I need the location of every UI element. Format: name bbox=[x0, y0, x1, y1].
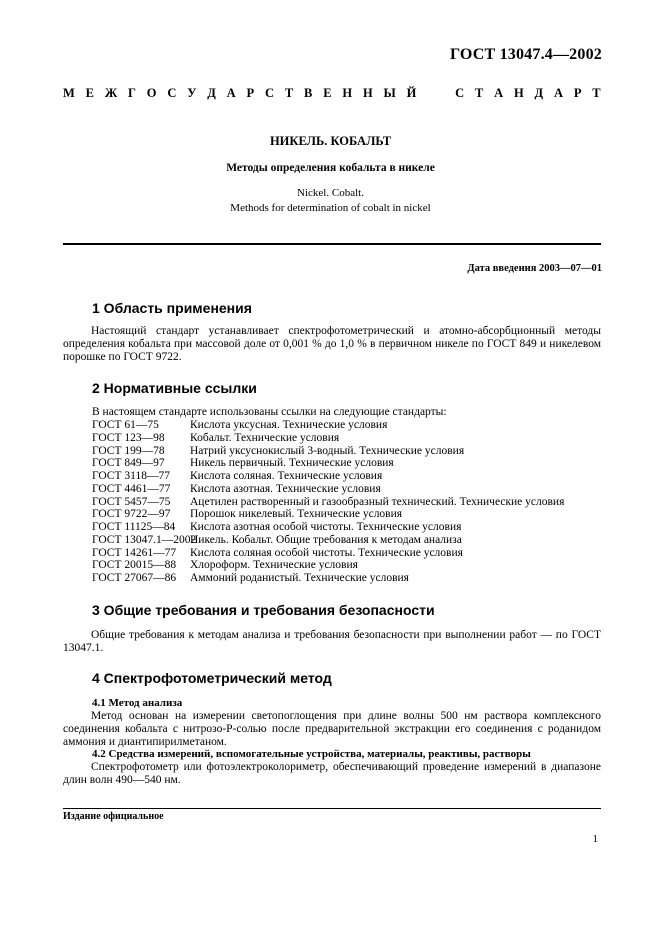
subsection-4-2-body: Спектрофотометр или фотоэлектроколориметр, обеспечивающий проведение измерений в диапазоне длин волн 490—540 нм. bbox=[63, 761, 601, 787]
reference-item bbox=[92, 534, 564, 547]
subsection-4-2-text bbox=[63, 761, 601, 787]
reference-title: Порошок никелевый. Технические условия bbox=[190, 508, 403, 521]
label-letter: Р bbox=[246, 86, 255, 100]
footer-divider bbox=[63, 808, 601, 809]
english-title bbox=[0, 186, 661, 216]
label-letter: Е bbox=[323, 86, 332, 100]
reference-code: ГОСТ 123—98 bbox=[92, 431, 165, 444]
reference-title: Натрий уксуснокислый 3-водный. Технические условия bbox=[190, 444, 465, 457]
reference-title: Никель первичный. Технические условия bbox=[190, 457, 394, 470]
reference-code: ГОСТ 849—97 bbox=[92, 457, 165, 470]
label-gap bbox=[441, 86, 444, 101]
section-4-heading: 4 Спектрофотометрический метод bbox=[92, 670, 332, 686]
section-1-heading: 1 Область применения bbox=[92, 300, 252, 316]
english-title-line: Methods for determination of cobalt in nickel bbox=[230, 202, 431, 214]
reference-title: Кислота азотная. Технические условия bbox=[190, 482, 381, 495]
standard-number: ГОСТ 13047.4—2002 bbox=[449, 46, 602, 63]
reference-item bbox=[92, 508, 564, 521]
reference-title: Аммоний роданистый. Технические условия bbox=[190, 572, 409, 584]
document-title: НИКЕЛЬ. КОБАЛЬТ bbox=[269, 134, 392, 148]
label-letter: Р bbox=[573, 86, 582, 100]
interstate-standard-label bbox=[63, 86, 601, 101]
section-2-heading: 2 Нормативные ссылки bbox=[92, 380, 257, 396]
reference-title: Ацетилен растворенный и газообразный технический. Технические условия bbox=[190, 495, 565, 508]
reference-item bbox=[92, 521, 564, 534]
section-3-heading: 3 Общие требования и требования безопасности bbox=[92, 602, 435, 618]
label-letter: А bbox=[494, 86, 504, 100]
reference-code: ГОСТ 14261—77 bbox=[92, 546, 177, 559]
reference-code: ГОСТ 3118—77 bbox=[92, 470, 170, 482]
label-letter: Г bbox=[128, 86, 136, 100]
reference-item bbox=[92, 496, 564, 509]
reference-code: ГОСТ 4461—77 bbox=[92, 482, 171, 495]
reference-title: Хлороформ. Технические условия bbox=[190, 559, 358, 572]
label-letter: Н bbox=[513, 86, 524, 100]
section-2-intro: В настоящем стандарте использованы ссылки на следующие стандарты: bbox=[92, 406, 447, 418]
label-letter: Т bbox=[284, 86, 294, 100]
title-divider bbox=[63, 243, 601, 245]
section-1-text bbox=[63, 325, 601, 365]
reference-title: Кислота соляная. Технические условия bbox=[190, 470, 383, 482]
label-letter: В bbox=[304, 86, 313, 100]
reference-item bbox=[92, 432, 564, 445]
section-3-body: Общие требования к методам анализа и требования безопасности при выполнении работ — по ГОСТ 13047.1. bbox=[63, 629, 601, 655]
reference-item bbox=[92, 419, 564, 432]
label-letter: У bbox=[187, 86, 197, 100]
reference-title: Кислота азотная особой чистоты. Технические условия bbox=[190, 521, 462, 533]
label-letter: Н bbox=[362, 86, 373, 100]
reference-code: ГОСТ 199—78 bbox=[92, 444, 165, 457]
label-letter: Т bbox=[474, 86, 484, 100]
reference-code: ГОСТ 13047.1—2002 bbox=[92, 533, 197, 546]
page-number: 1 bbox=[592, 833, 598, 845]
reference-title: Никель. Кобальт. Общие требования к методам анализа bbox=[190, 533, 462, 546]
reference-item bbox=[92, 445, 564, 458]
reference-title: Кислота уксусная. Технические условия bbox=[190, 419, 388, 431]
reference-item bbox=[92, 559, 564, 572]
reference-code: ГОСТ 11125—84 bbox=[92, 521, 176, 533]
reference-item bbox=[92, 547, 564, 560]
reference-item bbox=[92, 457, 564, 470]
label-letter: Й bbox=[406, 86, 417, 100]
label-letter: Ы bbox=[383, 86, 396, 100]
reference-title: Кислота соляная особой чистоты. Технические условия bbox=[190, 546, 463, 559]
label-gap bbox=[427, 86, 430, 101]
label-letter: Д bbox=[534, 86, 544, 100]
label-letter: Ж bbox=[104, 86, 118, 100]
label-letter: М bbox=[63, 86, 75, 100]
section-3-text bbox=[63, 629, 601, 655]
subsection-4-1-text bbox=[63, 710, 601, 750]
reference-code: ГОСТ 5457—75 bbox=[92, 495, 171, 508]
label-letter: Е bbox=[85, 86, 94, 100]
reference-code: ГОСТ 27067—86 bbox=[92, 572, 177, 584]
label-letter: Н bbox=[342, 86, 353, 100]
reference-item bbox=[92, 483, 564, 496]
label-letter: А bbox=[553, 86, 563, 100]
label-letter: Т bbox=[592, 86, 601, 100]
reference-item bbox=[92, 470, 564, 483]
subsection-4-1-body: Метод основан на измерении светопоглощения при длине волны 500 нм раствора комплексного соединения кобальта с нитрозо-Р-солью после предварительной экстракции его соединения с роданидом аммония и диантипирилметаном. bbox=[63, 710, 601, 749]
label-letter: С bbox=[167, 86, 177, 100]
subsection-4-1-heading: 4.1 Метод анализа bbox=[92, 697, 183, 709]
reference-code: ГОСТ 20015—88 bbox=[92, 559, 177, 572]
english-title-line: Nickel. Cobalt. bbox=[297, 187, 364, 199]
label-letter: А bbox=[226, 86, 236, 100]
official-edition-label: Издание официальное bbox=[63, 811, 164, 822]
reference-title: Кобальт. Технические условия bbox=[190, 431, 340, 444]
label-letter: С bbox=[265, 86, 275, 100]
reference-code: ГОСТ 61—75 bbox=[92, 419, 159, 431]
label-letter: С bbox=[455, 86, 465, 100]
introduction-date: Дата введения 2003—07—01 bbox=[467, 263, 602, 274]
label-letter: О bbox=[146, 86, 157, 100]
label-letter: Д bbox=[207, 86, 216, 100]
subsection-4-2-heading: 4.2 Средства измерений, вспомогательные устройства, материалы, реактивы, растворы bbox=[92, 748, 531, 760]
reference-list bbox=[92, 419, 564, 585]
section-1-body: Настоящий стандарт устанавливает спектрофотометрический и атомно-абсорбционный методы определения кобальта при массовой доле от 0,001 % до 1,0 % в первичном никеле по ГОСТ 849 и никелевом порошке по ГОСТ 9722. bbox=[63, 325, 601, 364]
reference-code: ГОСТ 9722—97 bbox=[92, 508, 171, 521]
reference-item bbox=[92, 572, 564, 585]
document-subtitle: Методы определения кобальта в никеле bbox=[226, 162, 435, 174]
